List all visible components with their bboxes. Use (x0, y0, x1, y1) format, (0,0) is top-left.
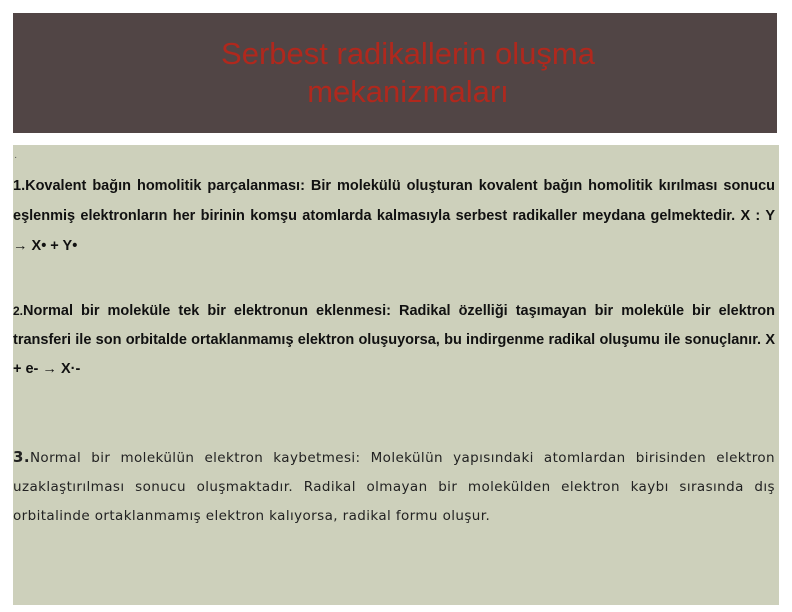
paragraph-2-text: Normal bir moleküle tek bir elektronun eklenmesi: Radikal özelliği taşımayan bir moleküle bir elektron transferi ile son orbitalde ortaklanmamış elektron oluşuyorsa, bu indirgenme radikal oluşumu ile sonuçlanır. X + e- → X·- (13, 303, 775, 377)
paragraph-electron-addition (13, 297, 775, 384)
bullet-mark: · (14, 152, 18, 163)
paragraph-3-text: Normal bir molekülün elektron kaybetmesi: Molekülün yapısındaki atomlardan birisinden elektron uzaklaştırılması sonucu oluşmaktadır. Radikal olmayan bir molekülden elektron kaybı sırasında dış orbitalinde ortaklanmamış elektron kalıyorsa, radikal formu oluşur. (13, 450, 775, 524)
title-banner (13, 13, 777, 133)
title-line-2: mekanizmaları (307, 74, 509, 109)
paragraph-2-number: 2. (13, 304, 24, 318)
paragraph-3-number: 3. (13, 448, 30, 466)
paragraph-electron-loss (13, 443, 775, 531)
slide-title (221, 35, 595, 111)
paragraph-homolytic-cleavage: 1.Kovalent bağın homolitik parçalanması: Bir molekülü oluşturan kovalent bağın homolitik kırılması sonucu eşlenmiş elektronların her birinin komşu atomlarda kalmasıyla serbest radikaller meydana gelmektedir. X : Y → X• + Y• (13, 178, 775, 254)
title-line-1: Serbest radikallerin oluşma (221, 36, 595, 71)
